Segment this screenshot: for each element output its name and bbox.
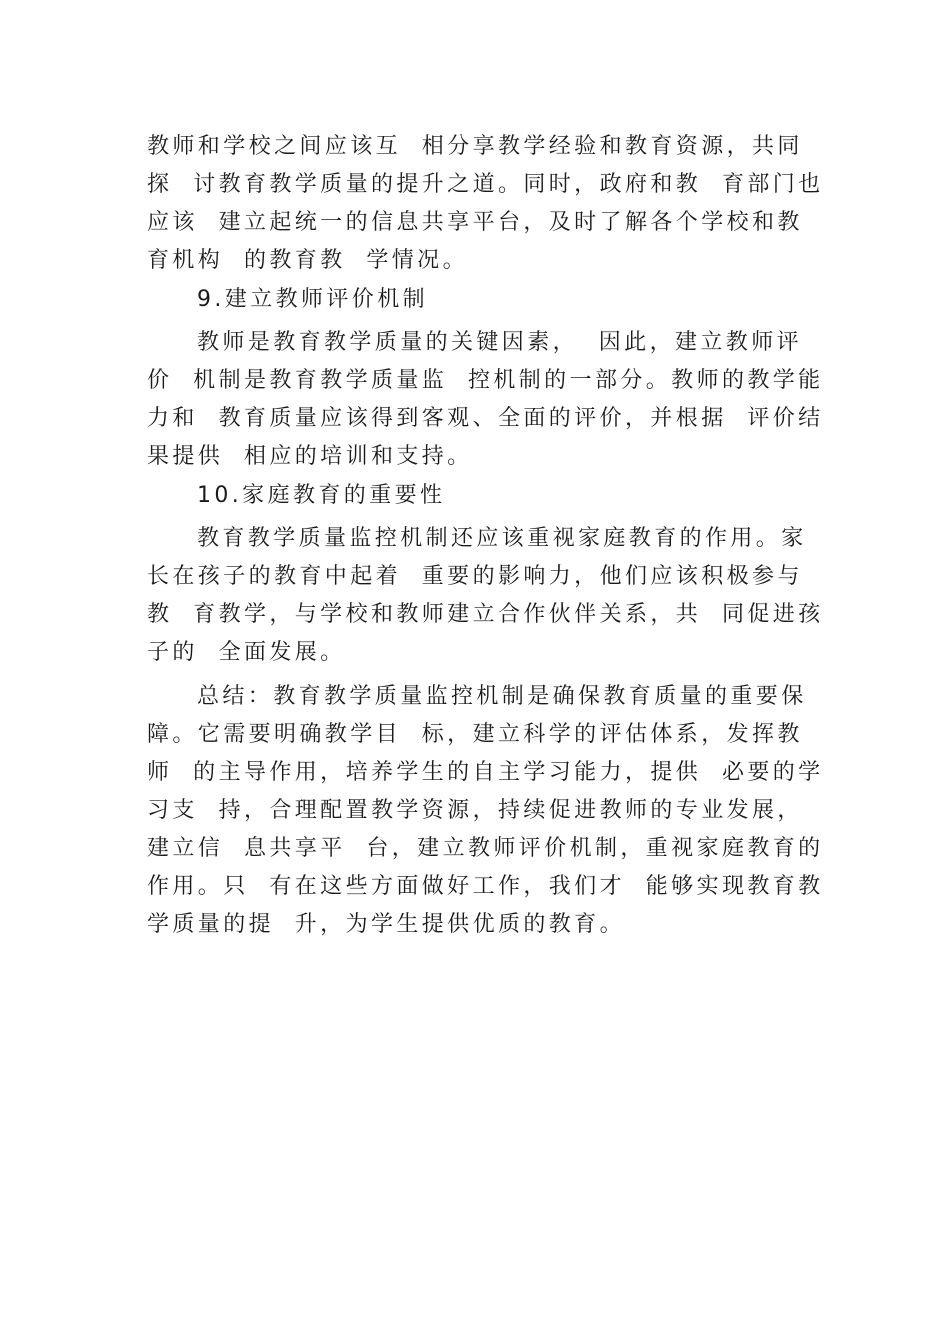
summary-line: 总结：教育教学质量监控机制是确保教育质量的重要保 bbox=[197, 684, 807, 709]
paragraph-line: 果提供 相应的培训和支持。 bbox=[147, 444, 473, 469]
paragraph-line: 教 育教学，与学校和教师建立合作伙伴关系，共 同促进孩 bbox=[147, 602, 824, 627]
paragraph-line: 教师是教育教学质量的关键因素， 因此，建立教师评 bbox=[197, 330, 802, 355]
summary-line: 建立信 息共享平 台，建立教师评价机制，重视家庭教育的 bbox=[147, 836, 824, 861]
summary-line: 作用。只 有在这些方面做好工作，我们才 能够实现教育教 bbox=[147, 874, 824, 899]
paragraph-line: 教育教学质量监控机制还应该重视家庭教育的作用。家 bbox=[197, 526, 807, 551]
paragraph-line: 力和 教育质量应该得到客观、全面的评价，并根据 评价结 bbox=[147, 406, 824, 431]
summary-line: 学质量的提 升，为学生提供优质的教育。 bbox=[147, 912, 625, 937]
paragraph-line: 长在孩子的教育中起着 重要的影响力，他们应该积极参与 bbox=[147, 564, 803, 589]
paragraph-line: 应该 建立起统一的信息共享平台，及时了解各个学校和教 bbox=[147, 210, 803, 235]
paragraph-line: 探 讨教育教学质量的提升之道。同时，政府和教 育部门也 bbox=[147, 172, 824, 197]
summary-line: 师 的主导作用，培养学生的自主学习能力，提供 必要的学 bbox=[147, 760, 824, 785]
section-heading-9: 9.建立教师评价机制 bbox=[197, 287, 428, 312]
section-heading-10: 10.家庭教育的重要性 bbox=[197, 483, 446, 508]
summary-line: 习支 持，合理配置教学资源，持续促进教师的专业发展， bbox=[147, 798, 803, 823]
paragraph-line: 价 机制是教育教学质量监 控机制的一部分。教师的教学能 bbox=[147, 368, 824, 393]
paragraph-line: 子的 全面发展。 bbox=[147, 640, 346, 665]
summary-line: 障。它需要明确教学目 标，建立科学的评估体系，发挥教 bbox=[147, 722, 803, 747]
paragraph-line: 育机构 的教育教 学情况。 bbox=[147, 248, 468, 273]
paragraph-line: 教师和学校之间应该互 相分享教学经验和教育资源，共同 bbox=[147, 134, 803, 159]
